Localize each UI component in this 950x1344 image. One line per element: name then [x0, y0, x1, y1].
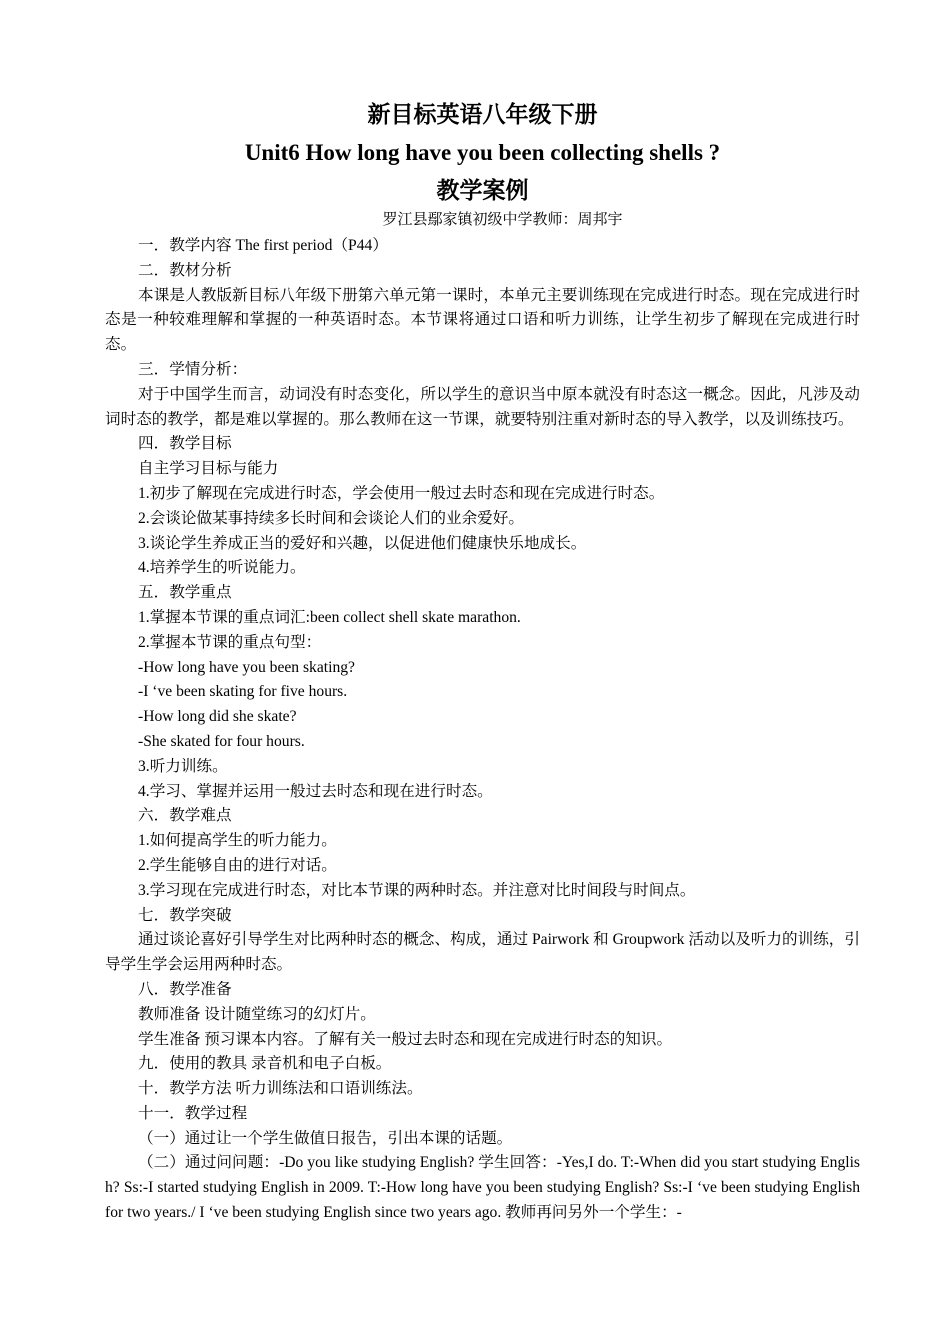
- section-5-heading: 五．教学重点: [138, 584, 232, 602]
- section-5-line: 4.学习、掌握并运用一般过去时态和现在进行时态。: [138, 782, 493, 800]
- section-5-line: -How long have you been skating?: [138, 658, 355, 676]
- section-1-heading: 一．教学内容 The first period（P44）: [138, 237, 388, 254]
- section-7-heading: 七．教学突破: [138, 906, 232, 924]
- section-3-heading: 三．学情分析：: [138, 360, 248, 378]
- section-5-line: 3.听力训练。: [138, 757, 228, 775]
- section-3-body: 对于中国学生而言，动词没有时态变化，所以学生的意识当中原本就没有时态这一概念。因此，凡涉及动词时态的教学，都是难以掌握的。那么教师在这一节课，就要特别注重对新时态的导入教学，以及训练技巧。: [105, 385, 860, 428]
- section-6-line: 2.学生能够自由的进行对话。: [138, 856, 337, 874]
- section-6-line: 3.学习现在完成进行时态，对比本节课的两种时态。并注意对比时间段与时间点。: [138, 881, 696, 899]
- section-2-heading: 二．教材分析: [138, 261, 232, 279]
- section-2-body: 本课是人教版新目标八年级下册第六单元第一课时，本单元主要训练现在完成进行时态。现在完成进行时态是一种较难理解和掌握的一种英语时态。本节课将通过口语和听力训练，让学生初步了解现在完成进行时态。: [105, 286, 860, 354]
- section-9-heading: 九．使用的教具 录音机和电子白板。: [138, 1055, 392, 1073]
- section-6-heading: 六．教学难点: [138, 807, 232, 825]
- section-5-line: -She skated for four hours.: [138, 732, 305, 750]
- section-8-heading: 八．教学准备: [138, 980, 232, 998]
- section-4-line: 4.培养学生的听说能力。: [138, 559, 306, 577]
- section-11-heading: 十一．教学过程: [138, 1104, 248, 1122]
- section-5-line: -How long did she skate?: [138, 708, 297, 726]
- section-4-line: 2.会谈论做某事持续多长时间和会谈论人们的业余爱好。: [138, 509, 524, 527]
- section-10-heading: 十．教学方法 听力训练法和口语训练法。: [138, 1080, 423, 1098]
- doc-title-line2: Unit6 How long have you been collecting shells ?: [244, 140, 721, 165]
- doc-title-line1: 新目标英语八年级下册: [367, 102, 598, 127]
- section-4-line: 3.谈论学生养成正当的爱好和兴趣，以促进他们健康快乐地成长。: [138, 534, 587, 552]
- section-4-line: 1.初步了解现在完成进行时态，学会使用一般过去时态和现在完成进行时态。: [138, 484, 665, 502]
- section-4-line: 自主学习目标与能力: [138, 460, 279, 478]
- section-8-line: 教师准备 设计随堂练习的幻灯片。: [138, 1005, 376, 1023]
- section-8-line: 学生准备 预习课本内容。了解有关一般过去时态和现在完成进行时态的知识。: [138, 1030, 673, 1048]
- section-11-body: （二）通过问问题：-Do you like studying English? 学生回答：-Yes,I do. T:-When did you start studying English? Ss:-I started studying English in 2009. T:-How long have you been studying English? Ss:-I ‘ve been studying English for two years./ I ‘ve been studying English since two years ago. 教师再问另外一个学生：-: [105, 1154, 860, 1222]
- section-11-line: （一）通过让一个学生做值日报告，引出本课的话题。: [138, 1129, 513, 1147]
- section-7-body: 通过谈论喜好引导学生对比两种时态的概念、构成，通过 Pairwork 和 Groupwork 活动以及听力的训练，引导学生学会运用两种时态。: [105, 931, 860, 974]
- section-5-line: 2.掌握本节课的重点句型：: [138, 633, 322, 651]
- section-5-line: 1.掌握本节课的重点词汇:been collect shell skate marathon.: [138, 608, 521, 626]
- author-line: 罗江县鄢家镇初级中学教师：周邦宇: [382, 212, 623, 228]
- doc-title-line3: 教学案例: [436, 178, 529, 203]
- section-6-line: 1.如何提高学生的听力能力。: [138, 832, 337, 850]
- section-4-heading: 四．教学目标: [138, 435, 232, 453]
- section-5-line: -I ‘ve been skating for five hours.: [138, 683, 348, 701]
